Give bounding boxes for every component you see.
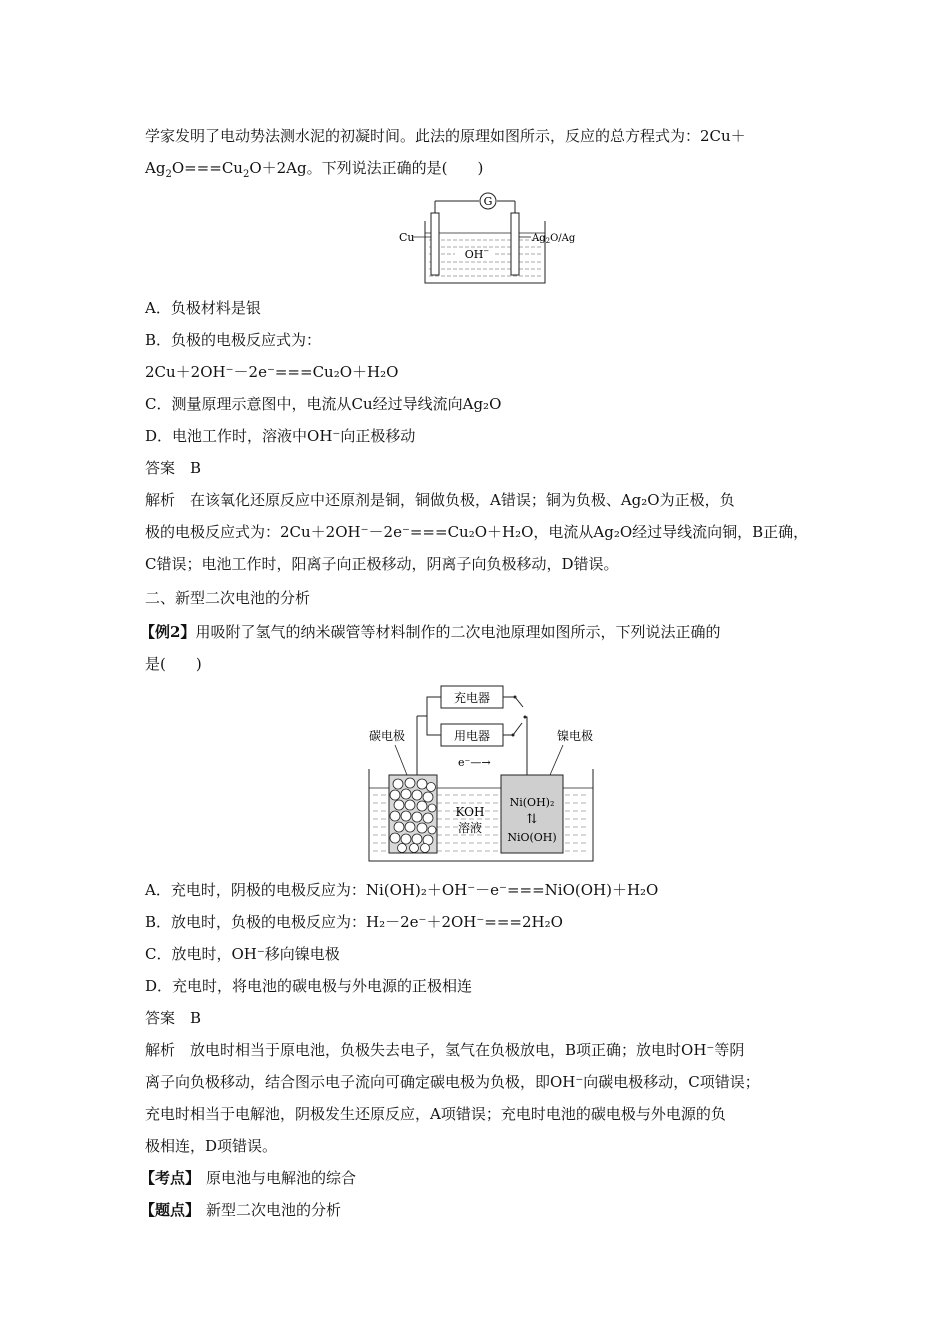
q2-option-b: B．放电时，负极的电极反应为：H₂－2e⁻＋2OH⁻===2H₂O: [145, 913, 563, 931]
ag2o-label: $Ag_2O/Ag$: [532, 233, 576, 245]
q1-option-d: D．电池工作时，溶液中OH⁻向正极移动: [145, 427, 416, 445]
q1-stem-line2: $Ag_2O===Cu_2O+2Ag$。下列说法正确的是( ): [145, 159, 484, 180]
q1-answer: 答案 B: [145, 459, 202, 477]
ag2o-electrode: [511, 213, 519, 275]
galvanic-cell-figure: [395, 188, 585, 288]
kaodian-tag: 【考点】: [140, 1169, 201, 1187]
kaodian-line: 【考点】 原电池与电解池的综合: [140, 1169, 357, 1187]
q1-analysis-line1: 解析 在该氧化还原反应中还原剂是铜，铜做负极，A错误；铜为负极、Ag₂O为正极，负: [145, 491, 735, 509]
q2-option-d: D．充电时，将电池的碳电极与外电源的正极相连: [145, 977, 473, 995]
q2-analysis-line1: 解析 放电时相当于原电池，负极失去电子，氢气在负极放电，B项正确；放电时OH⁻等阴: [145, 1041, 745, 1059]
carbon-electrode-label: 碳电极: [369, 729, 406, 743]
q2-analysis-line4: 极相连，D项错误。: [145, 1137, 278, 1155]
cu-electrode: [431, 213, 439, 275]
q2-answer: 答案 B: [145, 1009, 202, 1027]
tidian-line: 【题点】 新型二次电池的分析: [140, 1201, 342, 1219]
cu-label: Cu: [399, 231, 415, 244]
q2-tag: 【例2】: [140, 623, 196, 641]
electron-flow-label: e⁻—→: [458, 756, 491, 769]
niooh-label: NiO(OH): [507, 831, 557, 844]
nickel-electrode-label: 镍电极: [557, 729, 594, 743]
q1-option-b-equation: 2Cu＋2OH⁻－2e⁻===Cu₂O＋H₂O: [145, 363, 399, 381]
q1-stem-line1: 学家发明了电动势法测水泥的初凝时间。此法的原理如图所示，反应的总方程式为：2Cu＋: [145, 127, 746, 145]
consumer-label: 用电器: [453, 729, 491, 743]
q2-stem-line1: 【例2】用吸附了氢气的纳米碳管等材料制作的二次电池原理如图所示，下列说法正确的: [140, 623, 721, 641]
oh-label: OH−: [464, 247, 490, 261]
q1-option-c: C．测量原理示意图中，电流从Cu经过导线流向Ag₂O: [145, 395, 502, 413]
charger-label: 充电器: [453, 691, 491, 705]
q1-analysis-line3: C错误；电池工作时，阳离子向正极移动，阴离子向负极移动，D错误。: [145, 555, 619, 573]
galvanometer-label: G: [483, 195, 493, 208]
solution-label: 溶液: [457, 821, 483, 835]
q2-option-a: A．充电时，阴极的电极反应为：Ni(OH)₂＋OH⁻－e⁻===NiO(OH)＋H₂O: [145, 881, 659, 899]
section-title: 二、新型二次电池的分析: [145, 589, 311, 607]
reversible-arrows-icon: ⇅: [526, 812, 538, 827]
q1-analysis-line2: 极的电极反应式为：2Cu＋2OH⁻－2e⁻===Cu₂O＋H₂O，电流从Ag₂O经过导线流向铜，B正确，: [145, 523, 809, 541]
q2-analysis-line3: 充电时相当于电解池，阴极发生还原反应，A项错误；充电时电池的碳电极与外电源的负: [145, 1105, 726, 1123]
koh-label: KOH: [455, 805, 485, 819]
q2-analysis-line2: 离子向负极移动，结合图示电子流向可确定碳电极为负极，即OH⁻向碳电极移动，C项错误；: [145, 1073, 760, 1091]
secondary-battery-figure: [365, 683, 597, 863]
q2-option-c: C．放电时，OH⁻移向镍电极: [145, 945, 340, 963]
q1-option-a: A．负极材料是银: [145, 299, 261, 317]
nioh2-label: Ni(OH)₂: [509, 796, 555, 809]
q1-option-b: B．负极的电极反应式为：: [145, 331, 322, 349]
q2-stem-line2: 是( ): [145, 655, 202, 673]
tidian-tag: 【题点】: [140, 1201, 201, 1219]
solution-hatch: [429, 240, 541, 276]
